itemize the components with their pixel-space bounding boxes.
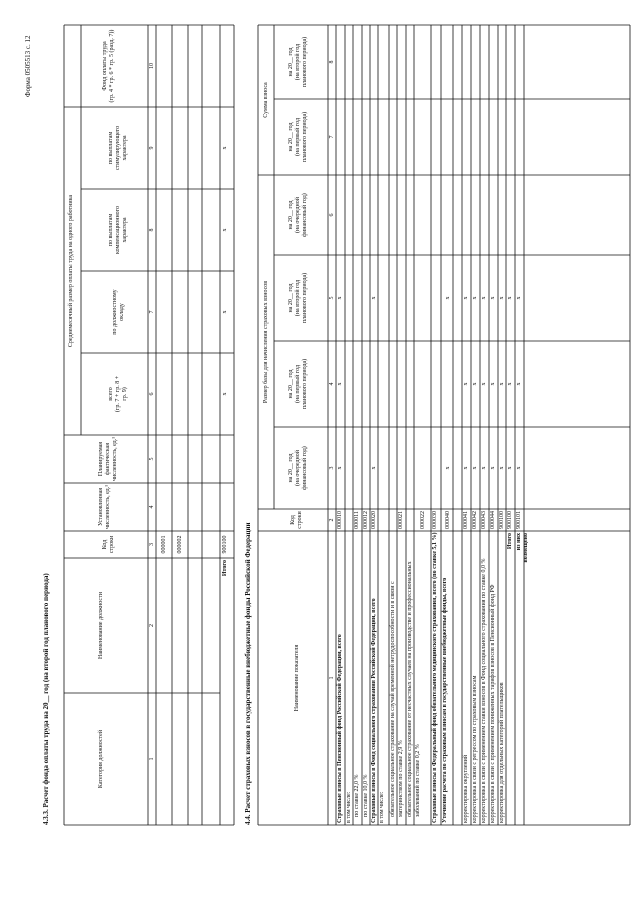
subheader-incentive: по выплатам стимулирующего характера <box>108 125 128 171</box>
header-position-name: Наименование должности <box>98 592 104 659</box>
table-row: Страховые взносы в Фонд социального страхования Российской Федерации, всего <box>371 598 377 823</box>
section-title-4-3-3: 4.3.3. Расчет фонда оплаты труда на 20__ год (на второй год планового периода) <box>42 573 50 825</box>
section-title-4-4: 4.4. Расчет страховых взносов в государственные внебюджетные фонды Российской Федерации <box>244 522 252 825</box>
table-row: 000002 <box>177 535 183 554</box>
header-contribution-amount: Сумма взноса <box>263 82 269 118</box>
table-row: Страховые взносы в Федеральный фонд обязательного медицинского страхования, всего (по ставке 5,1 %) <box>432 532 438 823</box>
table-row: корректировка в связи с применением пониженных тарифов взносов в Пенсионный фонд РФ <box>490 584 496 823</box>
table-row: Страховые взносы в Пенсионный фонд Российской Федерации, всего <box>337 634 343 823</box>
table-row: обязательное социальное страхование от несчастных случаев на производстве и профессиональных <box>407 561 413 817</box>
header-average-pay: Среднемесячный размер оплаты труда на одного работника <box>68 194 74 348</box>
total-label: Итого <box>507 533 513 550</box>
header-planned-headcount: Планируемая фактическая численность, ед.¹ <box>98 436 118 482</box>
header-established-headcount: Установленная численность, ед.¹ <box>98 484 111 530</box>
table-row: обязательное социальное страхование на случай временной нетрудоспособности и в связи с <box>390 581 396 817</box>
subheader-year-second-2: на 20__ год (на второй год планового периода) <box>288 36 308 88</box>
table-row: по ставке 22,0 % <box>354 774 360 817</box>
subheader-year-first: на 20__ год (на первый год планового периода) <box>288 358 308 410</box>
rotated-page-content: Форма 0505513 с. 12 4.3.3. Расчет фонда оплаты труда на 20__ год (на второй год планового периода) Категория должностей Наименование должности Код строки Установленная численность, ед.¹ Планируемая фактическая численность, ед.¹ Среднемесячный размер оплаты труда на одного работника всего (гр. 7 + гр. 8 + гр. 9) по должностному окладу по выплатам компенсационного характера по выплатам стимулирующего характера Фонд оплаты труда (гр. 4 * гр. 6 * гр. 5 (разд. 7)) 1 2 3 4 5 6 7 8 9 10 000001 000002 Итого 900100 x x x x 4.4. Расчет страховых взносов в государственные внебюджетные фонды Российской Федерации Наименование показателя Код строки Размер базы для начисления страховых взносов Сумма взноса на 20__ год (на очередной финансовый год) на 20__ год (на первый год планового периода) на 20__ год (на второй год планового периода) на 20__ год (на очередной финансовый год) на 20__ год (на первый год планового периода) на 20__ год (на второй год планового периода) 1 2 3 4 5 6 7 8 Страховые взносы в Пенсионный фонд Российской Федерации, всего 000010 x x x в том числе: по ставке 22,0 % 000011 по ставке 10,0 % 000012 Страховые взносы в Фонд социального страхования Российской Федерации, всего 000020 x x в том числе: обязательное социальное страхование на случай временной нетрудоспособности и в связи с материнством по ставке 2,9 % 000021 обязательное социальное страхование от несчастных случаев на производстве и профессиональных заболеваний по ставке 0,2 % 000022 Страховые взносы в Федеральный фонд обязательного медицинского страхования, всего (по ставке 5,1 %) 000030 Уточнение расчета по страховым взносам в государственные внебюджетные фонды, всего 000040 x x корректировка округлений 000041 x x x корректировка в связи с регрессом по страховым взносам 000042 x x x корректировка в связи с применением ставки взносов в Фонд социального страхования по ставке 0,0 % 000043 x x x корректировка в связи с применением пониженных тарифов взносов в Пенсионный фонд РФ 000044 x x x корректировка для отдельных категорий плательщиков 900100 x x x Итого 900100 x x x из них возмещено 900101 x x x <box>0 0 640 905</box>
subheader-total: всего (гр. 7 + гр. 8 + гр. 9) <box>108 375 128 413</box>
table-row: корректировка округлений <box>463 754 469 823</box>
table-row: по ставке 10,0 % <box>363 774 369 817</box>
header-indicator-name: Наименование показателя <box>294 644 300 712</box>
subheader-year-second: на 20__ год (на второй год планового периода) <box>288 272 308 324</box>
header-payroll-fund: Фонд оплаты труда (гр. 4 * гр. 6 * гр. 5 (разд. 7)) <box>102 29 115 103</box>
total-label: Итого <box>222 560 228 577</box>
header-line-code: Код строки <box>290 511 303 529</box>
table-row: 000001 <box>161 535 167 554</box>
subheader-year-current: на 20__ год (на очередной финансовый год) <box>288 446 308 490</box>
table-row: заболеваний по ставке 0,2 % <box>415 744 421 817</box>
total-label: из них возмещено <box>516 533 529 563</box>
header-category: Категория должностей <box>98 729 104 789</box>
subheader-year-first-2: на 20__ год (на первый год планового периода) <box>288 111 308 163</box>
form-number: Форма 0505513 с. 12 <box>24 35 32 97</box>
table-row: в том числе: <box>346 791 352 823</box>
table-row: Уточнение расчета по страховым взносам в государственные внебюджетные фонды, всего <box>442 577 448 823</box>
table-row: корректировка в связи с применением ставки взносов в Фонд социального страхования по ставке 0,0 % <box>481 558 487 823</box>
table-row: в том числе: <box>379 791 385 823</box>
subheader-compensation: по выплатам компенсационного характера <box>108 206 128 254</box>
header-contribution-base: Размер базы для начисления страховых взносов <box>263 280 269 404</box>
table-row: корректировка в связи с регрессом по страховым взносам <box>472 675 478 823</box>
header-line-code: Код строки <box>102 535 115 554</box>
table-row: материнством по ставке 2,9 % <box>398 740 404 817</box>
subheader-year-current-2: на 20__ год (на очередной финансовый год) <box>288 193 308 237</box>
table-row: корректировка для отдельных категорий плательщиков <box>499 682 505 823</box>
subheader-salary: по должностному окладу <box>112 289 125 335</box>
